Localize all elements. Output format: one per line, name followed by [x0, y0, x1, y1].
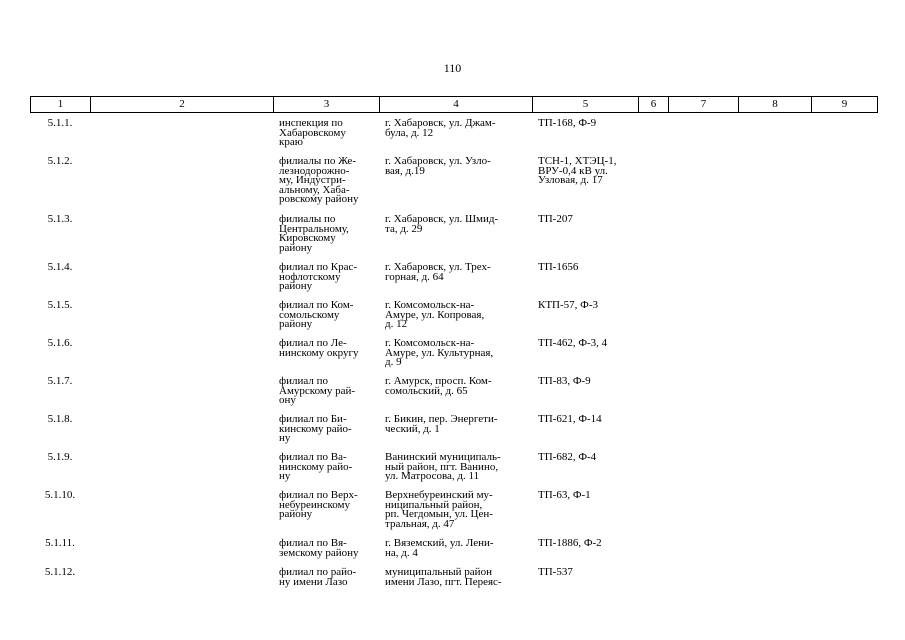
cell-line: ТП-462, Ф-3, 4 — [538, 337, 608, 349]
cell-line: нинскому райо- — [279, 460, 353, 473]
substation-cell — [532, 537, 638, 566]
substation-cell — [532, 489, 638, 537]
empty-cell — [668, 117, 738, 155]
empty-cell — [90, 117, 273, 155]
empty-cell — [738, 261, 811, 299]
empty-cell — [738, 566, 811, 614]
empty-cell — [90, 489, 273, 537]
cell-line: г. Хабаровск, ул. Шмид- — [385, 213, 499, 225]
empty-cell — [668, 451, 738, 489]
address-cell — [379, 451, 532, 489]
cell-line: ну имени Лазо — [279, 575, 348, 588]
substation-cell — [532, 117, 638, 155]
table-row — [30, 375, 877, 413]
cell-line: филиал по Би- — [279, 413, 347, 425]
organization-name-cell — [273, 489, 379, 537]
page-number: 110 — [443, 61, 462, 75]
cell-line: д. 9 — [385, 356, 402, 369]
empty-cell — [811, 155, 877, 213]
empty-cell — [738, 537, 811, 566]
cell-line: ТП-1656 — [538, 261, 579, 273]
substation-cell — [532, 155, 638, 213]
empty-cell — [811, 117, 877, 155]
empty-cell — [738, 489, 811, 537]
row-number: 5.1.4. — [47, 261, 73, 273]
empty-cell — [738, 155, 811, 213]
row-number: 5.1.5. — [47, 299, 73, 311]
cell-line: филиал по Ва- — [279, 451, 347, 463]
cell-line: Амурскому рай- — [279, 384, 356, 397]
cell-line: небуреинскому — [279, 498, 351, 511]
empty-cell — [90, 261, 273, 299]
empty-cell — [90, 413, 273, 451]
cell-line: ниципальный район, — [385, 498, 483, 511]
substation-cell — [532, 375, 638, 413]
organization-name-cell — [273, 155, 379, 213]
empty-cell — [811, 413, 877, 451]
column-header-row — [31, 97, 878, 113]
column-header-table — [30, 96, 878, 113]
cell-line: ТП-537 — [538, 566, 573, 578]
empty-cell — [638, 566, 668, 614]
column-header: 1 — [31, 97, 91, 113]
cell-line: району — [279, 318, 313, 331]
cell-line: филиал по Вя- — [279, 537, 347, 549]
cell-line: г. Вяземский, ул. Лени- — [385, 537, 494, 549]
cell-line: району — [279, 280, 313, 293]
empty-cell — [638, 117, 668, 155]
table-row — [30, 451, 877, 489]
organization-name-cell — [273, 566, 379, 614]
row-number: 5.1.12. — [44, 566, 76, 578]
substation-cell — [532, 337, 638, 375]
column-header: 4 — [380, 97, 533, 113]
column-header: 9 — [812, 97, 878, 113]
empty-cell — [738, 451, 811, 489]
table-row — [30, 299, 877, 337]
substation-cell — [532, 566, 638, 614]
cell-line: на, д. 4 — [385, 546, 418, 559]
cell-line: лезнодорожно- — [279, 164, 350, 177]
empty-cell — [638, 213, 668, 261]
cell-line: Ванинский муниципаль- — [385, 451, 501, 463]
substation-cell — [532, 413, 638, 451]
empty-cell — [90, 337, 273, 375]
organization-name-cell — [273, 213, 379, 261]
substation-cell — [532, 451, 638, 489]
substation-cell — [532, 213, 638, 261]
cell-line: г. Хабаровск, ул. Трех- — [385, 261, 491, 273]
empty-cell — [638, 413, 668, 451]
data-table — [30, 117, 877, 614]
cell-line: ровскому району — [279, 193, 359, 206]
cell-line: филиал по Верх- — [279, 489, 358, 501]
organization-name-cell — [273, 299, 379, 337]
row-number: 5.1.3. — [47, 213, 73, 225]
cell-line: Амуре, ул. Культурная, — [385, 346, 494, 359]
cell-line: г. Хабаровск, ул. Джам- — [385, 117, 496, 129]
empty-cell — [811, 489, 877, 537]
cell-line: ТП-621, Ф-14 — [538, 413, 602, 425]
cell-line: филиал по Ле- — [279, 337, 347, 349]
cell-line: филиал по Ком- — [279, 299, 354, 311]
empty-cell — [738, 337, 811, 375]
cell-line: краю — [279, 136, 303, 149]
address-cell — [379, 213, 532, 261]
empty-cell — [811, 537, 877, 566]
empty-cell — [738, 299, 811, 337]
organization-name-cell — [273, 451, 379, 489]
empty-cell — [638, 337, 668, 375]
cell-line: Хабаровскому — [279, 126, 346, 139]
cell-line: му, Индустри- — [279, 174, 346, 187]
empty-cell — [811, 213, 877, 261]
organization-name-cell — [273, 117, 379, 155]
cell-line: рп. Чегдомын, ул. Цен- — [385, 508, 493, 521]
cell-line: була, д. 12 — [385, 126, 434, 139]
cell-line: ный район, пгт. Ванино, — [385, 460, 499, 473]
cell-line: нинскому округу — [279, 346, 359, 359]
cell-line: сомольский, д. 65 — [385, 384, 468, 397]
cell-line: г. Комсомольск-на- — [385, 299, 475, 311]
empty-cell — [668, 213, 738, 261]
empty-cell — [668, 489, 738, 537]
column-header: 3 — [274, 97, 380, 113]
empty-cell — [638, 489, 668, 537]
empty-cell — [90, 375, 273, 413]
empty-cell — [738, 117, 811, 155]
cell-line: району — [279, 241, 313, 254]
table-row — [30, 537, 877, 566]
cell-line: горная, д. 64 — [385, 270, 444, 283]
cell-line: Центральному, — [279, 222, 349, 235]
cell-line: филиал по райо- — [279, 566, 357, 578]
address-cell — [379, 566, 532, 614]
cell-line: КТП-57, Ф-3 — [538, 299, 599, 311]
empty-cell — [811, 299, 877, 337]
column-header: 8 — [739, 97, 812, 113]
cell-line: ну — [279, 470, 291, 483]
cell-line: филиал по Крас- — [279, 261, 358, 273]
table-row — [30, 117, 877, 155]
organization-name-cell — [273, 537, 379, 566]
cell-line: ну — [279, 432, 291, 445]
organization-name-cell — [273, 261, 379, 299]
row-number: 5.1.6. — [47, 337, 73, 349]
empty-cell — [90, 213, 273, 261]
empty-cell — [668, 537, 738, 566]
row-number: 5.1.11. — [45, 537, 75, 549]
row-number: 5.1.10. — [44, 489, 76, 501]
empty-cell — [638, 451, 668, 489]
address-cell — [379, 261, 532, 299]
cell-line: г. Амурск, просп. Ком- — [385, 375, 492, 387]
cell-line: району — [279, 508, 313, 521]
cell-line: ону — [279, 394, 296, 407]
cell-line: ТП-168, Ф-9 — [538, 117, 597, 129]
substation-cell — [532, 261, 638, 299]
table-row — [30, 489, 877, 537]
cell-line: ВРУ-0,4 кВ ул. — [538, 164, 608, 177]
cell-line: Верхнебуреинский му- — [385, 489, 493, 501]
cell-line: г. Бикин, пер. Энергети- — [385, 413, 498, 425]
cell-line: альному, Хаба- — [279, 183, 350, 196]
cell-line: г. Хабаровск, ул. Узло- — [385, 155, 491, 167]
cell-line: ТСН-1, ХТЭЦ-1, — [538, 155, 617, 167]
empty-cell — [668, 375, 738, 413]
table-row — [30, 261, 877, 299]
empty-cell — [668, 337, 738, 375]
cell-line: г. Комсомольск-на- — [385, 337, 475, 349]
empty-cell — [668, 299, 738, 337]
cell-line: Узловая, д. 17 — [538, 174, 603, 187]
cell-line: Амуре, ул. Копровая, — [385, 308, 485, 321]
empty-cell — [638, 261, 668, 299]
empty-cell — [668, 155, 738, 213]
table-row — [30, 337, 877, 375]
empty-cell — [668, 261, 738, 299]
organization-name-cell — [273, 337, 379, 375]
empty-cell — [811, 261, 877, 299]
address-cell — [379, 489, 532, 537]
cell-line: ул. Матросова, д. 11 — [385, 470, 480, 483]
address-cell — [379, 117, 532, 155]
cell-line: филиалы по Же- — [279, 155, 356, 167]
cell-line: та, д. 29 — [385, 222, 423, 235]
empty-cell — [811, 337, 877, 375]
empty-cell — [638, 299, 668, 337]
empty-cell — [638, 375, 668, 413]
organization-name-cell — [273, 413, 379, 451]
cell-line: земскому району — [279, 546, 359, 559]
empty-cell — [90, 451, 273, 489]
table-row — [30, 413, 877, 451]
cell-line: д. 12 — [385, 318, 408, 331]
cell-line: филиал по — [279, 375, 328, 387]
empty-cell — [811, 375, 877, 413]
row-number: 5.1.2. — [47, 155, 73, 167]
cell-line: инспекция по — [279, 117, 343, 129]
row-number: 5.1.9. — [47, 451, 73, 463]
cell-line: имени Лазо, пгт. Переяс- — [385, 575, 502, 588]
empty-cell — [90, 566, 273, 614]
empty-cell — [90, 299, 273, 337]
cell-line: кинскому райо- — [279, 422, 352, 435]
cell-line: ТП-63, Ф-1 — [538, 489, 591, 501]
address-cell — [379, 155, 532, 213]
column-header: 7 — [669, 97, 739, 113]
column-header: 2 — [91, 97, 274, 113]
table-row — [30, 155, 877, 213]
address-cell — [379, 337, 532, 375]
empty-cell — [668, 413, 738, 451]
cell-line: ТП-1886, Ф-2 — [538, 537, 602, 549]
cell-line: вая, д.19 — [385, 164, 425, 177]
address-cell — [379, 299, 532, 337]
row-number: 5.1.8. — [47, 413, 73, 425]
organization-name-cell — [273, 375, 379, 413]
table-row — [30, 566, 877, 614]
empty-cell — [638, 155, 668, 213]
empty-cell — [90, 155, 273, 213]
empty-cell — [638, 537, 668, 566]
empty-cell — [738, 213, 811, 261]
cell-line: ТП-207 — [538, 213, 573, 225]
cell-line: сомольскому — [279, 308, 340, 321]
row-number: 5.1.7. — [47, 375, 73, 387]
address-cell — [379, 413, 532, 451]
address-cell — [379, 375, 532, 413]
cell-line: Кировскому — [279, 232, 336, 245]
empty-cell — [738, 375, 811, 413]
cell-line: филиалы по — [279, 213, 336, 225]
cell-line: муниципальный район — [385, 566, 492, 578]
cell-line: ческий, д. 1 — [385, 422, 440, 435]
empty-cell — [811, 566, 877, 614]
table-row — [30, 213, 877, 261]
column-header: 5 — [533, 97, 639, 113]
cell-line: ТП-682, Ф-4 — [538, 451, 597, 463]
empty-cell — [668, 566, 738, 614]
substation-cell — [532, 299, 638, 337]
row-number: 5.1.1. — [47, 117, 73, 129]
empty-cell — [811, 451, 877, 489]
empty-cell — [90, 537, 273, 566]
address-cell — [379, 537, 532, 566]
cell-line: тральная, д. 47 — [385, 517, 455, 530]
empty-cell — [738, 413, 811, 451]
cell-line: ТП-83, Ф-9 — [538, 375, 591, 387]
cell-line: нофлотскому — [279, 270, 341, 283]
column-header: 6 — [639, 97, 669, 113]
